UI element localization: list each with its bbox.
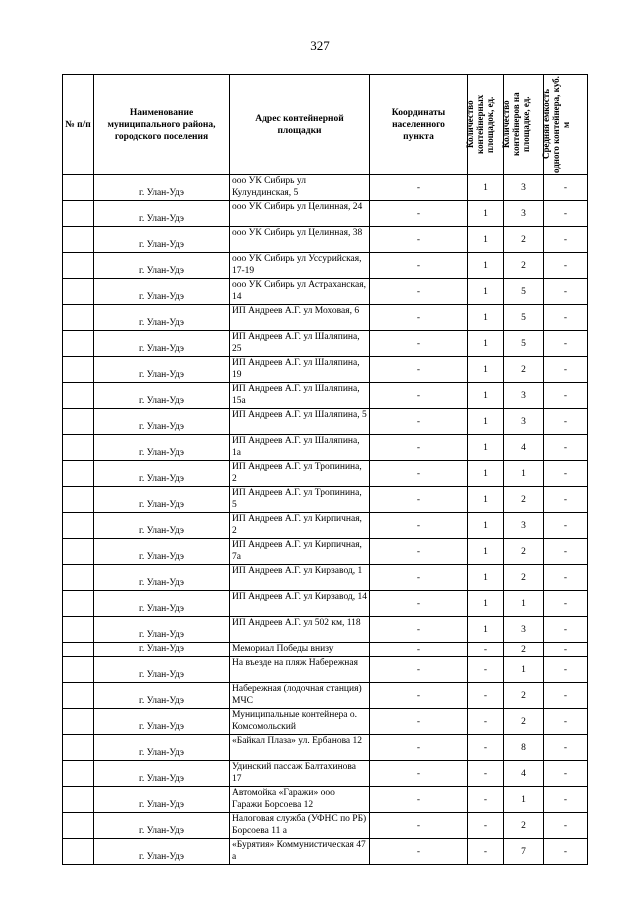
row-number-cell [63, 709, 94, 735]
address-cell: ИП Андреев А.Г. ул Шаляпина, 25 [230, 331, 370, 357]
containers-count-cell: 2 [504, 253, 544, 279]
page-number: 327 [310, 38, 330, 53]
municipality-cell: г. Улан-Удэ [94, 683, 230, 709]
address-cell: Мемориал Победы внизу [230, 643, 370, 657]
volume-cell: - [544, 539, 588, 565]
coordinates-cell: - [370, 709, 468, 735]
containers-count-cell: 2 [504, 683, 544, 709]
coordinates-cell: - [370, 253, 468, 279]
address-cell: Автомойка «Гаражи» ооо Гаражи Борсоева 12 [230, 787, 370, 813]
containers-count-cell: 7 [504, 839, 544, 865]
municipality-cell: г. Улан-Удэ [94, 539, 230, 565]
volume-cell: - [544, 735, 588, 761]
sites-count-cell: 1 [468, 331, 504, 357]
volume-cell: - [544, 383, 588, 409]
containers-count-cell: 4 [504, 435, 544, 461]
sites-count-cell: 1 [468, 227, 504, 253]
sites-count-cell: 1 [468, 565, 504, 591]
row-number-cell [63, 813, 94, 839]
sites-count-cell: 1 [468, 539, 504, 565]
header-containers: Количество контейнеров на площадке, ед. [504, 75, 544, 175]
containers-count-cell: 1 [504, 591, 544, 617]
coordinates-cell: - [370, 813, 468, 839]
address-cell: ИП Андреев А.Г. ул Кирзавод, 1 [230, 565, 370, 591]
header-num: № п/п [63, 75, 94, 175]
volume-cell: - [544, 617, 588, 643]
municipality-cell: г. Улан-Удэ [94, 331, 230, 357]
row-number-cell [63, 591, 94, 617]
coordinates-cell: - [370, 643, 468, 657]
volume-cell: - [544, 201, 588, 227]
containers-count-cell: 1 [504, 461, 544, 487]
volume-cell: - [544, 175, 588, 201]
header-municipality: Наименование муниципального района, городского поселения [94, 75, 230, 175]
table-row [63, 383, 588, 409]
sites-count-cell: 1 [468, 305, 504, 331]
table-row [63, 761, 588, 787]
table-row [63, 709, 588, 735]
sites-count-cell: - [468, 787, 504, 813]
coordinates-cell: - [370, 331, 468, 357]
row-number-cell [63, 761, 94, 787]
row-number-cell [63, 279, 94, 305]
municipality-cell: г. Улан-Удэ [94, 201, 230, 227]
sites-count-cell: 1 [468, 487, 504, 513]
volume-cell: - [544, 253, 588, 279]
municipality-cell: г. Улан-Удэ [94, 839, 230, 865]
coordinates-cell: - [370, 683, 468, 709]
table-row [63, 253, 588, 279]
row-number-cell [63, 539, 94, 565]
sites-count-cell: - [468, 683, 504, 709]
volume-cell: - [544, 657, 588, 683]
table-row [63, 787, 588, 813]
address-cell: ИП Андреев А.Г. ул Моховая, 6 [230, 305, 370, 331]
table-row [63, 409, 588, 435]
address-cell: ИП Андреев А.Г. ул Кирзавод, 14 [230, 591, 370, 617]
row-number-cell [63, 201, 94, 227]
address-cell: На въезде на пляж Набережная [230, 657, 370, 683]
address-cell: ооо УК Сибирь ул Уссурийская, 17-19 [230, 253, 370, 279]
table-row [63, 305, 588, 331]
municipality-cell: г. Улан-Удэ [94, 643, 230, 657]
coordinates-cell: - [370, 787, 468, 813]
table-row [63, 331, 588, 357]
coordinates-cell: - [370, 591, 468, 617]
municipality-cell: г. Улан-Удэ [94, 761, 230, 787]
containers-count-cell: 2 [504, 357, 544, 383]
municipality-cell: г. Улан-Удэ [94, 383, 230, 409]
sites-count-cell: 1 [468, 253, 504, 279]
sites-count-cell: 1 [468, 435, 504, 461]
sites-count-cell: - [468, 657, 504, 683]
table-row [63, 839, 588, 865]
containers-count-cell: 3 [504, 175, 544, 201]
containers-count-cell: 2 [504, 813, 544, 839]
volume-cell: - [544, 813, 588, 839]
coordinates-cell: - [370, 279, 468, 305]
address-cell: «Байкал Плаза» ул. Ербанова 12 [230, 735, 370, 761]
sites-count-cell: - [468, 813, 504, 839]
municipality-cell: г. Улан-Удэ [94, 657, 230, 683]
row-number-cell [63, 513, 94, 539]
table-row [63, 487, 588, 513]
address-cell: ооо УК Сибирь ул Кулундинская, 5 [230, 175, 370, 201]
sites-count-cell: 1 [468, 175, 504, 201]
address-cell: ооо УК Сибирь ул Целинная, 38 [230, 227, 370, 253]
sites-count-cell: - [468, 709, 504, 735]
containers-count-cell: 8 [504, 735, 544, 761]
municipality-cell: г. Улан-Удэ [94, 253, 230, 279]
municipality-cell: г. Улан-Удэ [94, 709, 230, 735]
municipality-cell: г. Улан-Удэ [94, 357, 230, 383]
row-number-cell [63, 643, 94, 657]
table-row [63, 461, 588, 487]
table-row [63, 539, 588, 565]
table-row [63, 643, 588, 657]
sites-count-cell: - [468, 643, 504, 657]
address-cell: ИП Андреев А.Г. ул 502 км, 118 [230, 617, 370, 643]
municipality-cell: г. Улан-Удэ [94, 305, 230, 331]
row-number-cell [63, 839, 94, 865]
containers-count-cell: 2 [504, 643, 544, 657]
volume-cell: - [544, 513, 588, 539]
coordinates-cell: - [370, 539, 468, 565]
header-volume: Средняя емкость одного контейнера, куб. м [544, 75, 588, 175]
containers-count-cell: 2 [504, 487, 544, 513]
volume-cell: - [544, 839, 588, 865]
address-cell: ИП Андреев А.Г. ул Шаляпина, 5 [230, 409, 370, 435]
table-row [63, 565, 588, 591]
address-cell: ИП Андреев А.Г. ул Шаляпина, 15а [230, 383, 370, 409]
sites-count-cell: 1 [468, 461, 504, 487]
coordinates-cell: - [370, 383, 468, 409]
municipality-cell: г. Улан-Удэ [94, 461, 230, 487]
table-row [63, 683, 588, 709]
table-row [63, 201, 588, 227]
row-number-cell [63, 735, 94, 761]
volume-cell: - [544, 709, 588, 735]
table-row [63, 175, 588, 201]
table-row [63, 435, 588, 461]
coordinates-cell: - [370, 409, 468, 435]
row-number-cell [63, 787, 94, 813]
table-row [63, 357, 588, 383]
containers-count-cell: 3 [504, 617, 544, 643]
volume-cell: - [544, 279, 588, 305]
address-cell: Муниципальные контейнера о. Комсомольский [230, 709, 370, 735]
containers-count-cell: 1 [504, 787, 544, 813]
volume-cell: - [544, 591, 588, 617]
municipality-cell: г. Улан-Удэ [94, 565, 230, 591]
coordinates-cell: - [370, 565, 468, 591]
containers-count-cell: 2 [504, 227, 544, 253]
address-cell: Налоговая служба (УФНС по РБ) Борсоева 11 а [230, 813, 370, 839]
sites-count-cell: 1 [468, 591, 504, 617]
table-row [63, 279, 588, 305]
header-address: Адрес контейнерной площадки [230, 75, 370, 175]
sites-count-cell: 1 [468, 201, 504, 227]
containers-table [62, 74, 588, 865]
table-row [63, 813, 588, 839]
row-number-cell [63, 305, 94, 331]
containers-count-cell: 2 [504, 539, 544, 565]
municipality-cell: г. Улан-Удэ [94, 735, 230, 761]
containers-count-cell: 5 [504, 279, 544, 305]
volume-cell: - [544, 409, 588, 435]
table-row [63, 513, 588, 539]
address-cell: ИП Андреев А.Г. ул Кирпичная, 7а [230, 539, 370, 565]
volume-cell: - [544, 787, 588, 813]
table-row [63, 591, 588, 617]
coordinates-cell: - [370, 487, 468, 513]
containers-count-cell: 3 [504, 513, 544, 539]
containers-count-cell: 3 [504, 201, 544, 227]
sites-count-cell: - [468, 839, 504, 865]
volume-cell: - [544, 487, 588, 513]
address-cell: ИП Андреев А.Г. ул Кирпичная, 2 [230, 513, 370, 539]
volume-cell: - [544, 331, 588, 357]
coordinates-cell: - [370, 201, 468, 227]
volume-cell: - [544, 305, 588, 331]
containers-count-cell: 3 [504, 409, 544, 435]
row-number-cell [63, 435, 94, 461]
containers-count-cell: 2 [504, 709, 544, 735]
row-number-cell [63, 487, 94, 513]
municipality-cell: г. Улан-Удэ [94, 435, 230, 461]
sites-count-cell: 1 [468, 357, 504, 383]
containers-count-cell: 5 [504, 331, 544, 357]
table-row [63, 227, 588, 253]
address-cell: Удинский пассаж Балтахинова 17 [230, 761, 370, 787]
municipality-cell: г. Улан-Удэ [94, 787, 230, 813]
containers-count-cell: 5 [504, 305, 544, 331]
volume-cell: - [544, 683, 588, 709]
coordinates-cell: - [370, 657, 468, 683]
coordinates-cell: - [370, 305, 468, 331]
sites-count-cell: 1 [468, 279, 504, 305]
address-cell: Набережная (лодочная станция) МЧС [230, 683, 370, 709]
row-number-cell [63, 253, 94, 279]
sites-count-cell: 1 [468, 617, 504, 643]
table-row [63, 735, 588, 761]
volume-cell: - [544, 435, 588, 461]
row-number-cell [63, 409, 94, 435]
sites-count-cell: 1 [468, 513, 504, 539]
address-cell: ИП Андреев А.Г. ул Тропинина, 2 [230, 461, 370, 487]
row-number-cell [63, 657, 94, 683]
row-number-cell [63, 357, 94, 383]
coordinates-cell: - [370, 461, 468, 487]
municipality-cell: г. Улан-Удэ [94, 591, 230, 617]
row-number-cell [63, 617, 94, 643]
municipality-cell: г. Улан-Удэ [94, 487, 230, 513]
coordinates-cell: - [370, 617, 468, 643]
address-cell: «Бурятия» Коммунистическая 47 а [230, 839, 370, 865]
table-header-row [63, 75, 588, 175]
municipality-cell: г. Улан-Удэ [94, 813, 230, 839]
containers-count-cell: 2 [504, 565, 544, 591]
sites-count-cell: - [468, 735, 504, 761]
coordinates-cell: - [370, 227, 468, 253]
header-sites: Количество контейнерных площадок, ед. [468, 75, 504, 175]
address-cell: ооо УК Сибирь ул Астраханская, 14 [230, 279, 370, 305]
coordinates-cell: - [370, 513, 468, 539]
sites-count-cell: 1 [468, 383, 504, 409]
volume-cell: - [544, 643, 588, 657]
sites-count-cell: - [468, 761, 504, 787]
table-row [63, 617, 588, 643]
table-row [63, 657, 588, 683]
containers-count-cell: 3 [504, 383, 544, 409]
address-cell: ооо УК Сибирь ул Целинная, 24 [230, 201, 370, 227]
address-cell: ИП Андреев А.Г. ул Тропинина, 5 [230, 487, 370, 513]
coordinates-cell: - [370, 735, 468, 761]
coordinates-cell: - [370, 175, 468, 201]
municipality-cell: г. Улан-Удэ [94, 617, 230, 643]
sites-count-cell: 1 [468, 409, 504, 435]
row-number-cell [63, 227, 94, 253]
row-number-cell [63, 331, 94, 357]
municipality-cell: г. Улан-Удэ [94, 227, 230, 253]
municipality-cell: г. Улан-Удэ [94, 513, 230, 539]
municipality-cell: г. Улан-Удэ [94, 279, 230, 305]
row-number-cell [63, 383, 94, 409]
municipality-cell: г. Улан-Удэ [94, 409, 230, 435]
address-cell: ИП Андреев А.Г. ул Шаляпина, 1а [230, 435, 370, 461]
volume-cell: - [544, 357, 588, 383]
row-number-cell [63, 175, 94, 201]
volume-cell: - [544, 461, 588, 487]
coordinates-cell: - [370, 761, 468, 787]
volume-cell: - [544, 565, 588, 591]
coordinates-cell: - [370, 357, 468, 383]
header-coordinates: Координаты населенного пункта [370, 75, 468, 175]
row-number-cell [63, 683, 94, 709]
address-cell: ИП Андреев А.Г. ул Шаляпина, 19 [230, 357, 370, 383]
coordinates-cell: - [370, 435, 468, 461]
municipality-cell: г. Улан-Удэ [94, 175, 230, 201]
row-number-cell [63, 461, 94, 487]
containers-count-cell: 4 [504, 761, 544, 787]
containers-count-cell: 1 [504, 657, 544, 683]
volume-cell: - [544, 227, 588, 253]
coordinates-cell: - [370, 839, 468, 865]
volume-cell: - [544, 761, 588, 787]
row-number-cell [63, 565, 94, 591]
